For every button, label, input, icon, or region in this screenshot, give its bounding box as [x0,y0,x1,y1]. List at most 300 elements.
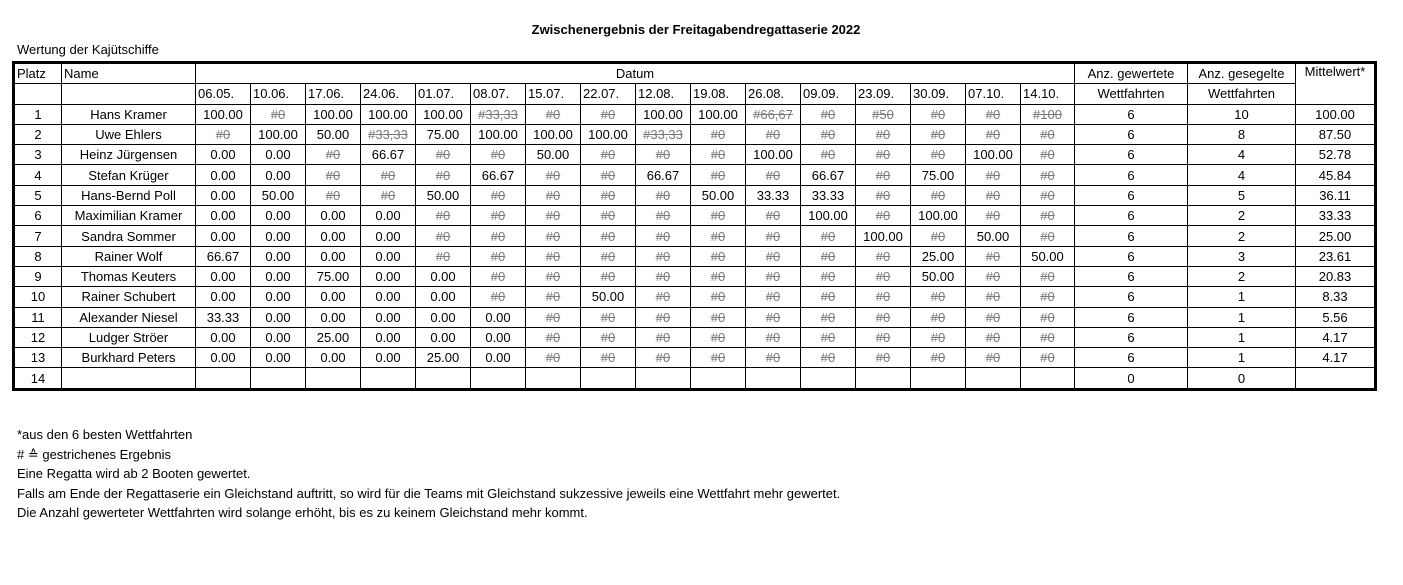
score-cell: #0 [416,145,471,165]
score-cell: #0 [471,185,526,205]
score-cell: 0.00 [251,206,306,226]
score-cell: #0 [1021,206,1075,226]
score-cell [636,368,691,389]
score-cell: 0.00 [306,226,361,246]
score-cell: #0 [691,246,746,266]
score-cell: #0 [691,145,746,165]
score-cell: #0 [251,104,306,124]
platz-cell: 13 [14,348,62,368]
score-cell: 100.00 [746,145,801,165]
table-body [14,104,1376,389]
score-cell: #0 [361,185,416,205]
score-cell: #0 [471,266,526,286]
platz-cell: 4 [14,165,62,185]
score-cell: #0 [801,327,856,347]
score-cell: #0 [856,124,911,144]
score-cell: #0 [801,145,856,165]
gewertet-cell: 0 [1075,368,1188,389]
score-cell: 0.00 [196,266,251,286]
header-gesegelt: Anz. gesegelte [1188,63,1296,84]
score-cell: #0 [581,185,636,205]
gesegelt-cell: 10 [1188,104,1296,124]
score-cell: #0 [856,348,911,368]
score-cell: 100.00 [691,104,746,124]
score-cell: #0 [746,287,801,307]
score-cell: 0.00 [361,307,416,327]
gewertet-cell: 6 [1075,348,1188,368]
score-cell [306,368,361,389]
score-cell: #0 [746,206,801,226]
score-cell: #0 [911,145,966,165]
name-cell: Maximilian Kramer [62,206,196,226]
score-cell: 50.00 [416,185,471,205]
header-gewertet-sub: Wettfahrten [1075,84,1188,104]
score-cell: #0 [526,327,581,347]
score-cell: #0 [746,165,801,185]
score-cell: #33,33 [636,124,691,144]
score-cell: 0.00 [196,206,251,226]
name-cell: Ludger Ströer [62,327,196,347]
score-cell: 50.00 [526,145,581,165]
table-row [14,246,1376,266]
gewertet-cell: 6 [1075,145,1188,165]
score-cell: #0 [1021,327,1075,347]
score-cell: #0 [526,307,581,327]
score-cell: 0.00 [251,287,306,307]
score-cell: #0 [1021,307,1075,327]
score-cell: #0 [856,185,911,205]
name-cell: Alexander Niesel [62,307,196,327]
mittelwert-cell: 52.78 [1296,145,1376,165]
score-cell: #0 [911,327,966,347]
platz-cell: 7 [14,226,62,246]
platz-cell: 11 [14,307,62,327]
score-cell: #0 [1021,145,1075,165]
gewertet-cell: 6 [1075,165,1188,185]
score-cell: #0 [966,206,1021,226]
score-cell: #0 [581,206,636,226]
score-cell: 100.00 [581,124,636,144]
score-cell: #0 [1021,165,1075,185]
score-cell: #0 [526,348,581,368]
score-cell: 0.00 [251,307,306,327]
score-cell: 75.00 [911,165,966,185]
score-cell: 100.00 [416,104,471,124]
score-cell: 0.00 [416,327,471,347]
gesegelt-cell: 2 [1188,206,1296,226]
score-cell: #0 [966,266,1021,286]
platz-cell: 12 [14,327,62,347]
mittelwert-cell: 87.50 [1296,124,1376,144]
score-cell: #0 [636,246,691,266]
score-cell: 100.00 [856,226,911,246]
score-cell [581,368,636,389]
score-cell: #0 [746,266,801,286]
score-cell: #0 [911,104,966,124]
score-cell: 0.00 [416,266,471,286]
score-cell: 0.00 [306,246,361,266]
header-mittelwert: Mittelwert* [1296,63,1376,105]
table-row [14,124,1376,144]
score-cell: #0 [416,206,471,226]
score-cell [856,368,911,389]
score-cell: #0 [1021,185,1075,205]
score-cell: #0 [636,348,691,368]
table-row [14,368,1376,389]
score-cell: #0 [691,287,746,307]
score-cell: 100.00 [911,206,966,226]
score-cell: 0.00 [306,348,361,368]
score-cell: 50.00 [691,185,746,205]
score-cell: #0 [526,185,581,205]
score-cell: 25.00 [911,246,966,266]
gewertet-cell: 6 [1075,287,1188,307]
date-header: 01.07. [416,84,471,104]
score-cell [801,368,856,389]
score-cell [966,368,1021,389]
name-cell: Rainer Wolf [62,246,196,266]
score-cell: #0 [526,206,581,226]
score-cell: #0 [966,327,1021,347]
score-cell: #0 [746,307,801,327]
score-cell: #0 [636,206,691,226]
score-cell: 0.00 [196,165,251,185]
mittelwert-cell: 36.11 [1296,185,1376,205]
score-cell: 0.00 [251,246,306,266]
results-table [12,61,1377,391]
gesegelt-cell: 0 [1188,368,1296,389]
name-cell: Burkhard Peters [62,348,196,368]
name-cell: Sandra Sommer [62,226,196,246]
score-cell: #0 [636,226,691,246]
page-title: Zwischenergebnis der Freitagabendregattaserie 2022 [531,22,861,37]
gewertet-cell: 6 [1075,266,1188,286]
score-cell: #0 [966,124,1021,144]
table-row [14,266,1376,286]
score-cell: 0.00 [196,327,251,347]
score-cell: #0 [1021,287,1075,307]
score-cell: 0.00 [361,327,416,347]
platz-cell: 1 [14,104,62,124]
score-cell: 0.00 [361,287,416,307]
score-cell [911,368,966,389]
header-gewertet: Anz. gewertete [1075,63,1188,84]
score-cell: #0 [966,287,1021,307]
platz-cell: 6 [14,206,62,226]
score-cell: #0 [471,206,526,226]
score-cell: #0 [691,307,746,327]
score-cell: 66.67 [801,165,856,185]
score-cell: #0 [801,226,856,246]
date-header: 12.08. [636,84,691,104]
score-cell: 75.00 [306,266,361,286]
gesegelt-cell: 2 [1188,226,1296,246]
platz-cell: 8 [14,246,62,266]
score-cell: #0 [746,124,801,144]
header-gesegelt-sub: Wettfahrten [1188,84,1296,104]
score-cell: #0 [581,348,636,368]
score-cell: 50.00 [966,226,1021,246]
score-cell: #0 [856,165,911,185]
platz-cell: 10 [14,287,62,307]
gewertet-cell: 6 [1075,104,1188,124]
score-cell: 100.00 [636,104,691,124]
score-cell: 25.00 [416,348,471,368]
score-cell: 0.00 [361,348,416,368]
score-cell: #0 [801,246,856,266]
score-cell: #0 [966,104,1021,124]
score-cell: 66.67 [471,165,526,185]
score-cell [746,368,801,389]
date-header: 09.09. [801,84,856,104]
header-name-blank [62,84,196,104]
gewertet-cell: 6 [1075,246,1188,266]
header-name: Name [62,63,196,84]
score-cell: #0 [471,145,526,165]
mittelwert-cell: 8.33 [1296,287,1376,307]
score-cell: #0 [966,246,1021,266]
table-row [14,145,1376,165]
score-cell: #0 [746,348,801,368]
score-cell: #0 [856,246,911,266]
score-cell [251,368,306,389]
gesegelt-cell: 1 [1188,307,1296,327]
gewertet-cell: 6 [1075,307,1188,327]
score-cell: 100.00 [251,124,306,144]
platz-cell: 2 [14,124,62,144]
platz-cell: 14 [14,368,62,389]
table-row [14,348,1376,368]
platz-cell: 3 [14,145,62,165]
gesegelt-cell: 1 [1188,348,1296,368]
score-cell: #0 [416,165,471,185]
score-cell: #0 [526,246,581,266]
score-cell: 0.00 [196,226,251,246]
score-cell: #0 [691,327,746,347]
score-cell: 0.00 [416,287,471,307]
score-cell [416,368,471,389]
score-cell: 0.00 [196,185,251,205]
name-cell: Rainer Schubert [62,287,196,307]
mittelwert-cell: 23.61 [1296,246,1376,266]
header-platz-blank [14,84,62,104]
name-cell: Heinz Jürgensen [62,145,196,165]
score-cell: 0.00 [471,327,526,347]
name-cell: Hans-Bernd Poll [62,185,196,205]
header-platz: Platz [14,63,62,84]
score-cell: #0 [966,165,1021,185]
table-row [14,307,1376,327]
score-cell: 33.33 [196,307,251,327]
score-cell: #33,33 [471,104,526,124]
score-cell: #0 [966,307,1021,327]
gesegelt-cell: 1 [1188,287,1296,307]
header-datum: Datum [196,63,1075,84]
gewertet-cell: 6 [1075,185,1188,205]
date-header: 23.09. [856,84,911,104]
score-cell: #0 [691,266,746,286]
score-cell: 66.67 [196,246,251,266]
gesegelt-cell: 3 [1188,246,1296,266]
header-row-1 [14,63,1376,84]
score-cell: 0.00 [251,327,306,347]
header-row-2 [14,84,1376,104]
score-cell: 33.33 [746,185,801,205]
table-row [14,165,1376,185]
score-cell: #0 [581,104,636,124]
date-header: 19.08. [691,84,746,104]
score-cell: #0 [856,206,911,226]
score-cell: #0 [856,307,911,327]
score-cell: 0.00 [306,307,361,327]
score-cell: 0.00 [416,307,471,327]
date-header: 10.06. [251,84,306,104]
score-cell: 50.00 [1021,246,1075,266]
score-cell: #0 [636,327,691,347]
footnotes [17,425,840,523]
score-cell: 0.00 [361,246,416,266]
score-cell: #0 [526,287,581,307]
date-header: 07.10. [966,84,1021,104]
score-cell: #0 [581,327,636,347]
table-row [14,327,1376,347]
score-cell: #0 [746,246,801,266]
score-cell: #0 [801,287,856,307]
score-cell: #0 [801,266,856,286]
score-cell: #33,33 [361,124,416,144]
mittelwert-cell: 5.56 [1296,307,1376,327]
score-cell: #0 [691,206,746,226]
score-cell: #0 [636,145,691,165]
score-cell: 66.67 [361,145,416,165]
score-cell: #0 [581,165,636,185]
name-cell: Uwe Ehlers [62,124,196,144]
score-cell: #0 [801,104,856,124]
score-cell: 0.00 [306,287,361,307]
date-header: 22.07. [581,84,636,104]
score-cell: #0 [581,246,636,266]
score-cell: #0 [801,348,856,368]
score-cell: #0 [856,266,911,286]
score-cell: #66,67 [746,104,801,124]
table-row [14,206,1376,226]
score-cell: 0.00 [471,307,526,327]
name-cell: Stefan Krüger [62,165,196,185]
platz-cell: 5 [14,185,62,205]
score-cell: 0.00 [251,266,306,286]
score-cell: #0 [691,226,746,246]
score-cell: #0 [911,124,966,144]
score-cell: 0.00 [361,226,416,246]
score-cell: 0.00 [361,266,416,286]
score-cell: 0.00 [251,226,306,246]
gesegelt-cell: 2 [1188,266,1296,286]
score-cell: #0 [801,307,856,327]
gewertet-cell: 6 [1075,327,1188,347]
score-cell: #0 [911,307,966,327]
score-cell: #0 [306,165,361,185]
score-cell: 0.00 [361,206,416,226]
gesegelt-cell: 4 [1188,145,1296,165]
table-row [14,226,1376,246]
score-cell: #0 [1021,266,1075,286]
score-cell: 25.00 [306,327,361,347]
score-cell: 0.00 [471,348,526,368]
gesegelt-cell: 4 [1188,165,1296,185]
table-row [14,104,1376,124]
score-cell: 0.00 [196,348,251,368]
mittelwert-cell: 4.17 [1296,348,1376,368]
score-cell: #0 [911,185,966,205]
score-cell: 100.00 [526,124,581,144]
score-cell: 100.00 [966,145,1021,165]
mittelwert-cell: 4.17 [1296,327,1376,347]
score-cell: #0 [691,348,746,368]
score-cell: #0 [471,226,526,246]
score-cell: #0 [856,287,911,307]
score-cell: #0 [636,307,691,327]
mittelwert-cell: 25.00 [1296,226,1376,246]
score-cell: #0 [526,165,581,185]
score-cell: #0 [306,145,361,165]
score-cell: #0 [1021,226,1075,246]
footnote-line: Die Anzahl gewerteter Wettfahrten wird solange erhöht, bis es zu keinem Gleichstand mehr kommt. [17,505,588,520]
footnote-line: # ≙ gestrichenes Ergebnis [17,446,171,462]
score-cell: #0 [361,165,416,185]
score-cell: 0.00 [251,145,306,165]
score-cell: #0 [1021,348,1075,368]
score-cell: #0 [636,185,691,205]
score-cell: #0 [471,287,526,307]
mittelwert-cell: 20.83 [1296,266,1376,286]
subtitle: Wertung der Kajütschiffe [17,42,159,57]
score-cell: #0 [966,185,1021,205]
score-cell: 0.00 [306,206,361,226]
score-cell: #100 [1021,104,1075,124]
name-cell [62,368,196,389]
score-cell: 33.33 [801,185,856,205]
score-cell: 66.67 [636,165,691,185]
date-header: 14.10. [1021,84,1075,104]
score-cell: #0 [856,327,911,347]
date-header: 06.05. [196,84,251,104]
score-cell: 100.00 [361,104,416,124]
score-cell: 50.00 [251,185,306,205]
score-cell: #0 [416,226,471,246]
date-header: 30.09. [911,84,966,104]
score-cell: #0 [636,287,691,307]
score-cell [361,368,416,389]
score-cell [1021,368,1075,389]
score-cell: 50.00 [306,124,361,144]
table-row [14,185,1376,205]
score-cell [691,368,746,389]
score-cell: 100.00 [306,104,361,124]
date-header: 15.07. [526,84,581,104]
date-header: 08.07. [471,84,526,104]
score-cell: #0 [801,124,856,144]
score-cell: #0 [581,226,636,246]
score-cell: #0 [856,145,911,165]
gesegelt-cell: 1 [1188,327,1296,347]
score-cell: 100.00 [196,104,251,124]
score-cell: #0 [746,226,801,246]
name-cell: Hans Kramer [62,104,196,124]
score-cell: #0 [581,307,636,327]
score-cell: 0.00 [196,145,251,165]
score-cell: #0 [911,348,966,368]
table-row [14,287,1376,307]
